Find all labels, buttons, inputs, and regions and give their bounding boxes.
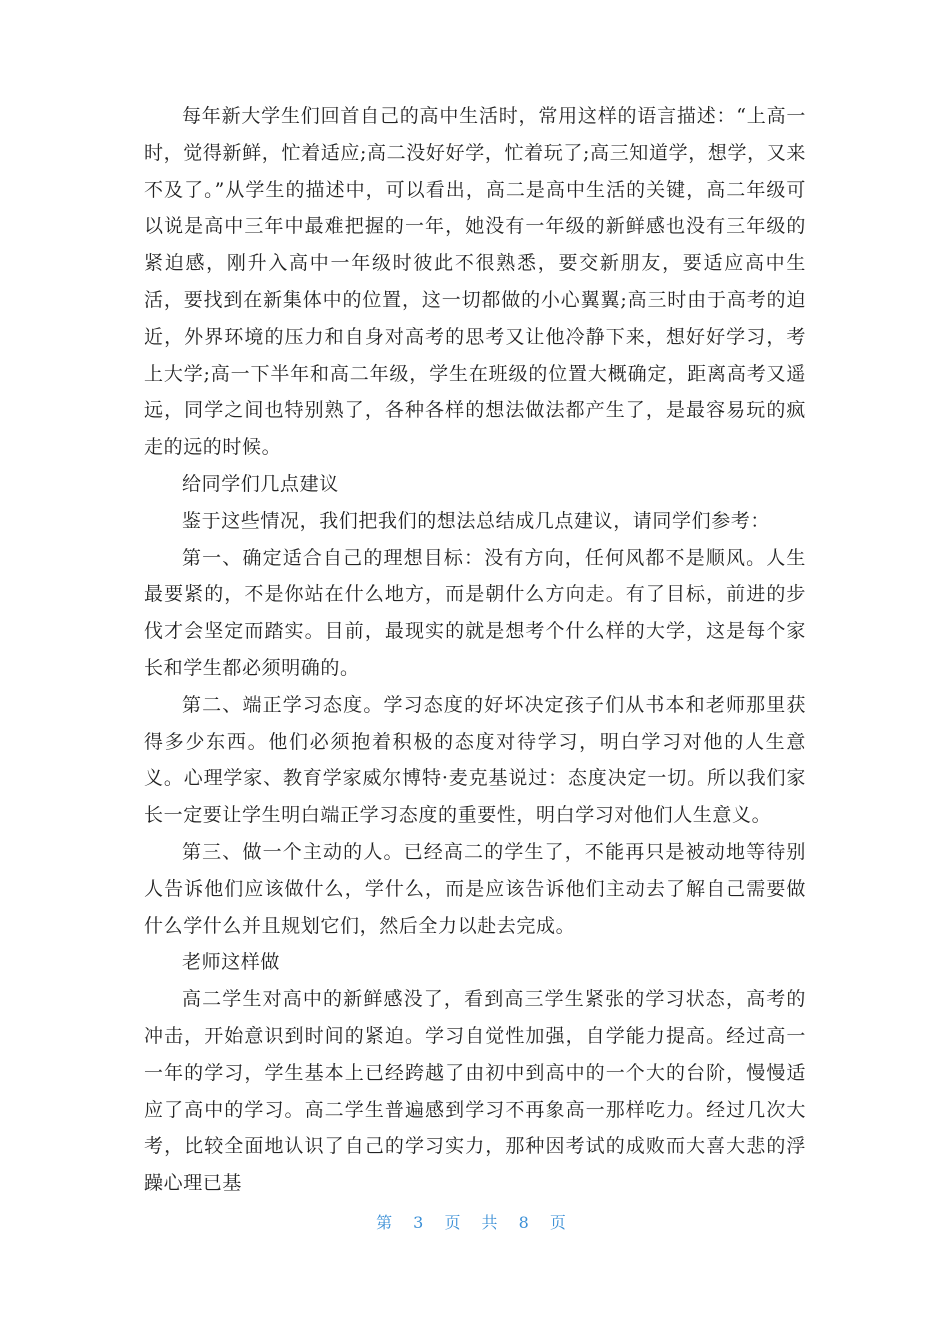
paragraph-teacher: 高二学生对高中的新鲜感没了，看到高三学生紧张的学习状态，高考的冲击，开始意识到时间的紧迫。学习自觉性加强，自学能力提高。经过高一一年的学习，学生基本上已经跨越了由初中到高中的一个大的台阶，慢慢适应了高中的学习。高二学生普遍感到学习不再象高一那样吃力。经过几次大考，比较全面地认识了自己的学习实力，那种因考试的成败而大喜大悲的浮躁心理已基 [144, 988, 806, 1195]
paragraph-suggestion-3: 第三、做一个主动的人。已经高二的学生了，不能再只是被动地等待别人告诉他们应该做什么，学什么，而是应该告诉他们主动去了解自己需要做什么学什么并且规划它们，然后全力以赴去完成。 [144, 840, 806, 937]
page-number-footer: 第 3 页 共 8 页 [376, 1213, 574, 1232]
paragraph-suggestions-lead: 鉴于这些情况，我们把我们的想法总结成几点建议，请同学们参考： [182, 509, 771, 532]
paragraph-intro: 每年新大学生们回首自己的高中生活时，常用这样的语言描述：“上高一时，觉得新鲜，忙着适应;高二没好好学，忙着玩了;高三知道学，想学，又来不及了。”从学生的描述中，可以看出，高二是高中生活的关键，高二年级可以说是高中三年中最难把握的一年，她没有一年级的新鲜感也没有三年级的紧迫感，刚升入高中一年级时彼此不很熟悉，要交新朋友，要适应高中生活，要找到在新集体中的位置，这一切都做的小心翼翼;高三时由于高考的迫近，外界环境的压力和自身对高考的思考又让他冷静下来，想好好学习，考上大学;高一下半年和高二年级，学生在班级的位置大概确定，距离高考又遥远，同学之间也特别熟了，各种各样的想法做法都产生了，是最容易玩的疯走的远的时候。 [144, 105, 806, 459]
heading-suggestions: 给同学们几点建议 [182, 472, 339, 495]
heading-teacher: 老师这样做 [182, 951, 281, 974]
paragraph-suggestion-1: 第一、确定适合自己的理想目标：没有方向，任何风都不是顺风。人生最要紧的，不是你站在什么地方，而是朝什么方向走。有了目标，前进的步伐才会坚定而踏实。目前，最现实的就是想考个什么样的大学，这是每个家长和学生都必须明确的。 [144, 546, 806, 679]
paragraph-suggestion-2: 第二、端正学习态度。学习态度的好坏决定孩子们从书本和老师那里获得多少东西。他们必须抱着积极的态度对待学习，明白学习对他的人生意义。心理学家、教育学家威尔博特·麦克基说过：态度决定一切。所以我们家长一定要让学生明白端正学习态度的重要性，明白学习对他们人生意义。 [144, 693, 806, 827]
document-body [144, 98, 806, 1202]
